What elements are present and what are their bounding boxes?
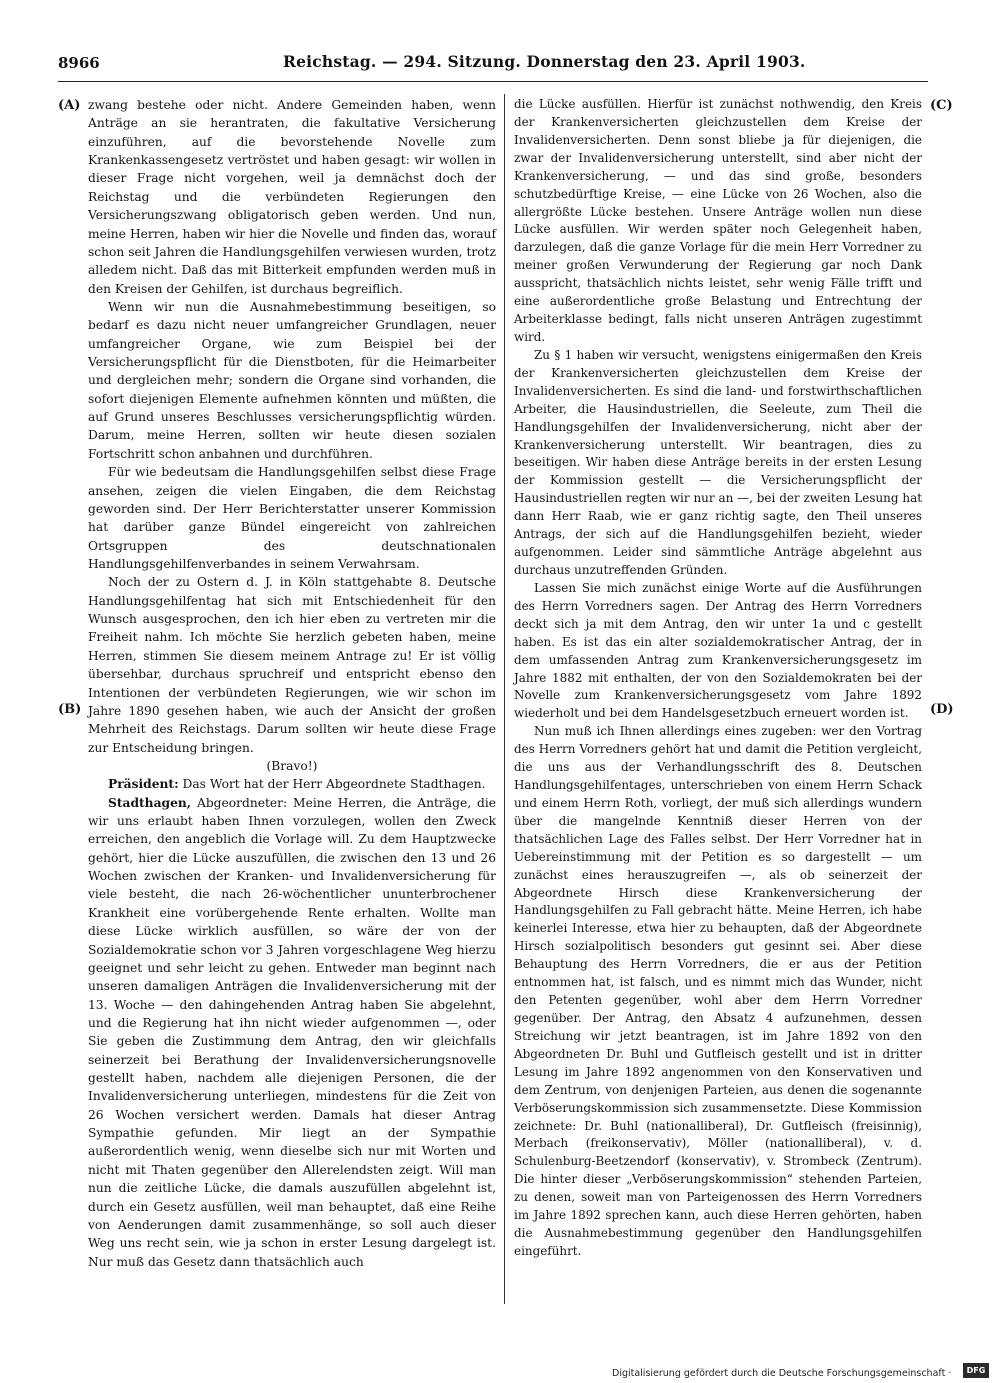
speaker-name: Stadthagen,: [108, 794, 192, 810]
speech-text: Abgeordneter: Meine Herren, die Anträge, die wir uns erlaubt haben Ihnen vorzulegen, wollen den Zweck erreichen, den angeblich die Vorlage will. Zu dem Hauptzwecke gehört, hier die Lücke auszufüllen, die zwischen den 13 und 26 Wochen zwischen der Kranken- und Invalidenversicherung für viele besteht, die nach 26-wöchentlicher ununterbrochener Krankheit eine vorübergehende Rente erhalten. Wollte man diese Lücke wirklich ausfüllen, so wäre der von der Sozialdemokratie schon vor 3 Jahren vorgeschlagene Weg hierzu geeignet und sehr leicht zu gehen. Entweder man beginnt nach unseren damaligen Anträgen die Invalidenversicherung mit der 13. Woche — den dahingehenden Antrag haben Sie abgelehnt, und die Regierung hat ihn nicht wieder aufgenommen —, oder Sie geben die Zustimmung dem Antrag, den wir gleichfalls seinerzeit bei Berathung der Invalidenversicherungsnovelle gestellt haben, nachdem alle diejenigen Personen, die der Invalidenversicherung unterliegen, mindestens für die Zeit von 26 Wochen versichert werden. Damals hat dieser Antrag Sympathie gefunden. Mir liegt an der Sympathie außerordentlich wenig, wenn dieselbe sich nur mit Worten und nicht mit Thaten gegenüber den Allerelendsten zeigt. Will man nun die zeitliche Lücke, die damals auszufüllen abgelehnt ist, durch ein Gesetz ausfüllen, weil man behauptet, daß eine Reihe von Aenderungen damit zusammenhänge, so soll auch dieser Weg uns recht sein, wie ja schon in erster Lesung dargelegt ist. Nur muß das Gesetz dann thatsächlich auch: [88, 795, 496, 1269]
paragraph: Noch der zu Ostern d. J. in Köln stattgehabte 8. Deutsche Handlungsgehilfentag hat sich mit Entschiedenheit für den Wunsch ausgesprochen, den ich hier eben zu vertreten mir die Freiheit nahm. Ich möchte Sie herzlich gebeten haben, meine Herren, stimmen Sie diesem meinem Antrage zu! Er ist völlig übersehbar, durchaus spruchreif und entspricht ebenso den Intentionen der verbündeten Regierungen, wie wir schon im Jahre 1890 gesehen haben, wie auch der Ansicht der großen Mehrheit des Reichstags. Darum sollten wir heute diese Frage zur Entscheidung bringen.: [88, 575, 496, 755]
paragraph: Zu § 1 haben wir versucht, wenigstens einigermaßen den Kreis der Krankenversicherten gleichzustellen dem Kreise der Invalidenversicherten. Es sind die land- und forstwirthschaftlichen Arbeiter, die Hausindustriellen, die Seeleute, zum Theil die Handlungsgehilfen der Invalidenversicherung, nicht aber der Krankenversicherung unterstellt. Wir beantragen, dies zu beseitigen. Wir haben diese Anträge bereits in der ersten Lesung der Kommission gestellt — die Versicherungspflicht der Hausindustriellen regten wir nur an —, bei der zweiten Lesung hat dann Herr Raab, wie er ganz richtig sagte, den Theil unseres Antrags, der sich auf die Handlungsgehilfen bezieht, wieder aufgenommen. Leider sind sämmtliche Anträge abgelehnt aus durchaus unzutreffenden Gründen.: [514, 347, 922, 577]
paragraph: Nun muß ich Ihnen allerdings eines zugeben: wer den Vortrag des Herrn Vorredners gehört hat und damit die Petition vergleicht, die uns aus der Verhandlungsschrift des 8. Deutschen Handlungsgehilfentages, unterschrieben von einem Herrn Schack und einem Herrn Roth, vorliegt, der muß sich allerdings wundern über die mangelnde Kenntniß dieser Herren von der thatsächlichen Lage des Falles selbst. Der Herr Vorredner hat in Uebereinstimmung mit der Petition es so dargestellt — um zunächst eines herauszugreifen —, als ob seinerzeit der Abgeordnete Hirsch diese Krankenversicherung der Handlungsgehilfen zu Fall gebracht hätte. Meine Herren, ich habe keinerlei Interesse, etwa hier zu behaupten, daß der Abgeordnete Hirsch sozialpolitisch besonders gut gesinnt sei. Aber diese Behauptung des Herrn Vorredners, die er aus der Petition entnommen hat, ist falsch, und es nimmt mich das Wunder, nicht den Petenten gegenüber, wohl aber dem Herrn Vorredner gegenüber. Der Antrag, den Absatz 4 aufzunehmen, dessen Streichung wir jetzt beantragen, ist im Jahre 1892 von den Abgeordneten Dr. Buhl und Gutfleisch gestellt und ist in dritter Lesung im Jahre 1892 angenommen von den Konservativen und dem Zentrum, von denjenigen Parteien, aus denen die sogenannte Verböserungskommission sich zusammensetzte. Diese Kommission zeichnete: Dr. Buhl (nationalliberal), Dr. Gutfleisch (freisinnig), Merbach (freikonservativ), Möller (nationalliberal), v. d. Schulenburg-Beetzendorf (konservativ), v. Strombeck (Zentrum). Die hinter dieser „Verböserungskommission“ stehenden Parteien, zu denen, soweit man von Parteigenossen des Herrn Vorredners im Jahre 1892 sprechen kann, auch diese Herren gehörten, haben die Ausnahmebestimmung gegenüber den Handlungsgehilfen eingeführt.: [514, 724, 922, 1258]
paragraph: [88, 775, 496, 793]
speech-text: Das Wort hat der Herr Abgeordnete Stadthagen.: [182, 777, 486, 792]
paragraph: Für wie bedeutsam die Handlungsgehilfen selbst diese Frage ansehen, zeigen die vielen Eingaben, die dem Reichstag geworden sind. Der Herr Berichterstatter unserer Kommission hat darüber ganze Bündel eingereicht von zahlreichen Ortsgruppen des deutschnationalen Handlungsgehilfenverbandes in seinem Verwahrsam.: [88, 465, 496, 571]
paragraph: zwang bestehe oder nicht. Andere Gemeinden haben, wenn Anträge an sie herantraten, die fakultative Versicherung einzuführen, auf die bevorstehende Novelle zum Krankenkassengesetz vertröstet und haben gesagt: wir wollen in dieser Frage nicht vorgehen, weil ja demnächst doch der Reichstag und die verbündeten Regierungen den Versicherungszwang obligatorisch geben werden. Und nun, meine Herren, haben wir hier die Novelle und finden das, worauf schon seit Jahren die Handlungsgehilfen verwiesen wurden, trotz alledem nicht. Daß das mit Bitterkeit empfunden werden muß in den Kreisen der Gehilfen, ist durchaus begreiflich.: [88, 98, 496, 296]
page-header: [58, 50, 923, 76]
margin-marker-b: (B): [58, 702, 82, 717]
running-title: Reichstag. — 294. Sitzung. Donnerstag den 23. April 1903.: [283, 52, 806, 71]
paragraph: die Lücke ausfüllen. Hierfür ist zunächst nothwendig, den Kreis der Krankenversicherten gleichzustellen dem Kreise der Invalidenversicherten. Denn sonst bliebe ja für diejenigen, die zwar der Invalidenversicherung unterstellt, sind aber nicht der Krankenversicherung, — und das sind große, besonders schutzbedürftige Kreise, — eine Lücke von 26 Wochen, also die allergrößte Lücke bestehen. Unsere Anträge wollen nun diese Lücke ausfüllen. Wir werden später noch Gelegenheit haben, darzulegen, daß die ganze Vorlage für die mein Herr Vorredner zu meiner großen Verwunderung der Regierung gar noch Dank ausspricht, thatsächlich nichts leistet, sehr wenig Fälle trifft und eine außerordentliche große Belastung und Entrechtung der Arbeiterklasse bedingt, falls nicht unseren Anträgen zugestimmt wird.: [514, 97, 922, 344]
margin-marker-c: (C): [930, 98, 953, 113]
dfg-logo: DFG: [963, 1363, 989, 1378]
paragraph: Lassen Sie mich zunächst einige Worte auf die Ausführungen des Herrn Vorredners sagen. Der Antrag des Herrn Vorredners deckt sich ja mit dem Antrag, den wir unter 1a und c gestellt haben. Es ist das ein alter sozialdemokratischer Antrag, der in dem umfassenden Antrag zum Krankenversicherungsgesetz im Jahre 1882 mit enthalten, der von den Sozialdemokraten bei der Novelle zum Krankenversicherungsgesetz vom Jahre 1892 wiederholt und bei dem Handelsgesetzbuch erneuert worden ist.: [514, 580, 922, 721]
applause-note: (Bravo!): [266, 758, 318, 773]
column-divider: [504, 94, 505, 1304]
left-column: [88, 96, 496, 1271]
right-column: [514, 96, 922, 1261]
margin-marker-a: (A): [58, 98, 81, 113]
digitization-credit: Digitalisierung gefördert durch die Deutsche Forschungsgemeinschaft ·: [612, 1368, 952, 1379]
paragraph: [88, 794, 496, 1271]
paragraph: Wenn wir nun die Ausnahmebestimmung beseitigen, so bedarf es dazu nicht neuer umfangreicher Grundlagen, neuer umfangreicher Organe, wie zum Beispiel bei der Versicherungspflicht für die Dienstboten, für die Heimarbeiter und dergleichen mehr; sondern die Organe sind vorhanden, die sofort diejenigen Elemente aufnehmen könnten und müßten, die auf Grund unseres Beschlusses versicherungspflichtig würden. Darum, meine Herren, sollten wir heute diesen sozialen Fortschritt schon anbahnen und durchführen.: [88, 299, 496, 461]
speaker-name: Präsident:: [108, 776, 179, 792]
page-number: 8966: [58, 54, 100, 72]
margin-marker-d: (D): [930, 702, 954, 717]
header-rule: [58, 81, 928, 82]
